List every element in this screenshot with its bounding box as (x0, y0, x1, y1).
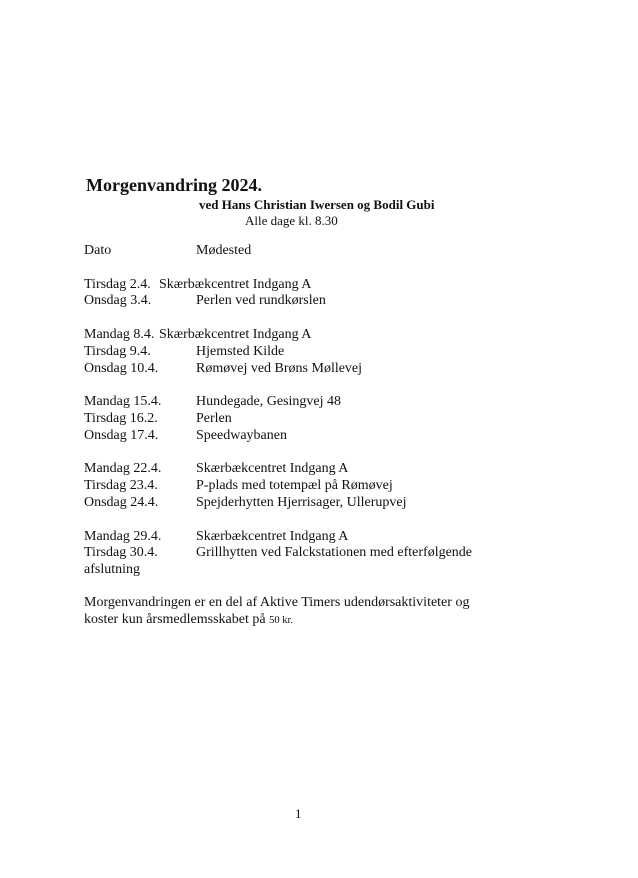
schedule-place: Skærbækcentret Indgang A (196, 461, 349, 476)
schedule-place: Hundegade, Gesingvej 48 (196, 394, 342, 409)
schedule-date: Mandag 15.4. (84, 394, 162, 409)
schedule-date: Tirsdag 9.4. (84, 344, 151, 359)
guides-subtitle: ved Hans Christian Iwersen og Bodil Gubi (199, 197, 435, 212)
schedule-place-wrap: afslutning (84, 562, 140, 577)
note-line-1: Morgenvandringen er en del af Aktive Timers udendørsaktiviteter og (84, 595, 470, 610)
schedule-place: Skærbækcentret Indgang A (196, 529, 349, 544)
time-info: Alle dage kl. 8.30 (245, 213, 338, 228)
document-title: Morgenvandring 2024. (86, 175, 263, 195)
schedule-date: Tirsdag 23.4. (84, 478, 158, 493)
schedule-place: Skærbækcentret Indgang A (159, 277, 312, 292)
header-date: Dato (84, 243, 112, 258)
schedule-date: Mandag 22.4. (84, 461, 162, 476)
schedule-place: Grillhytten ved Falckstationen med efterfølgende (196, 545, 473, 560)
schedule-date: Onsdag 3.4. (84, 293, 152, 308)
page-number: 1 (295, 806, 302, 821)
schedule-place: P-plads med totempæl på Rømøvej (196, 478, 393, 493)
schedule-date: Tirsdag 2.4. (84, 277, 151, 292)
schedule-date: Onsdag 10.4. (84, 361, 159, 376)
schedule-date: Tirsdag 16.2. (84, 411, 158, 426)
schedule-place: Skærbækcentret Indgang A (159, 327, 312, 342)
header-place: Mødested (196, 243, 252, 258)
note-price: 50 kr. (269, 615, 293, 626)
schedule-place: Perlen (196, 411, 232, 426)
schedule-place: Hjemsted Kilde (196, 344, 285, 359)
schedule-place: Rømøvej ved Brøns Møllevej (196, 361, 363, 376)
schedule-date: Tirsdag 30.4. (84, 545, 158, 560)
schedule-place: Perlen ved rundkørslen (196, 293, 326, 308)
schedule-place: Speedwaybanen (196, 428, 287, 443)
schedule-place: Spejderhytten Hjerrisager, Ullerupvej (196, 495, 407, 510)
schedule-date: Mandag 29.4. (84, 529, 162, 544)
schedule-date: Onsdag 17.4. (84, 428, 159, 443)
membership-note (84, 594, 504, 629)
note-line-2: koster kun årsmedlemsskabet på (84, 612, 266, 627)
schedule-date: Mandag 8.4. (84, 327, 155, 342)
schedule-date: Onsdag 24.4. (84, 495, 159, 510)
